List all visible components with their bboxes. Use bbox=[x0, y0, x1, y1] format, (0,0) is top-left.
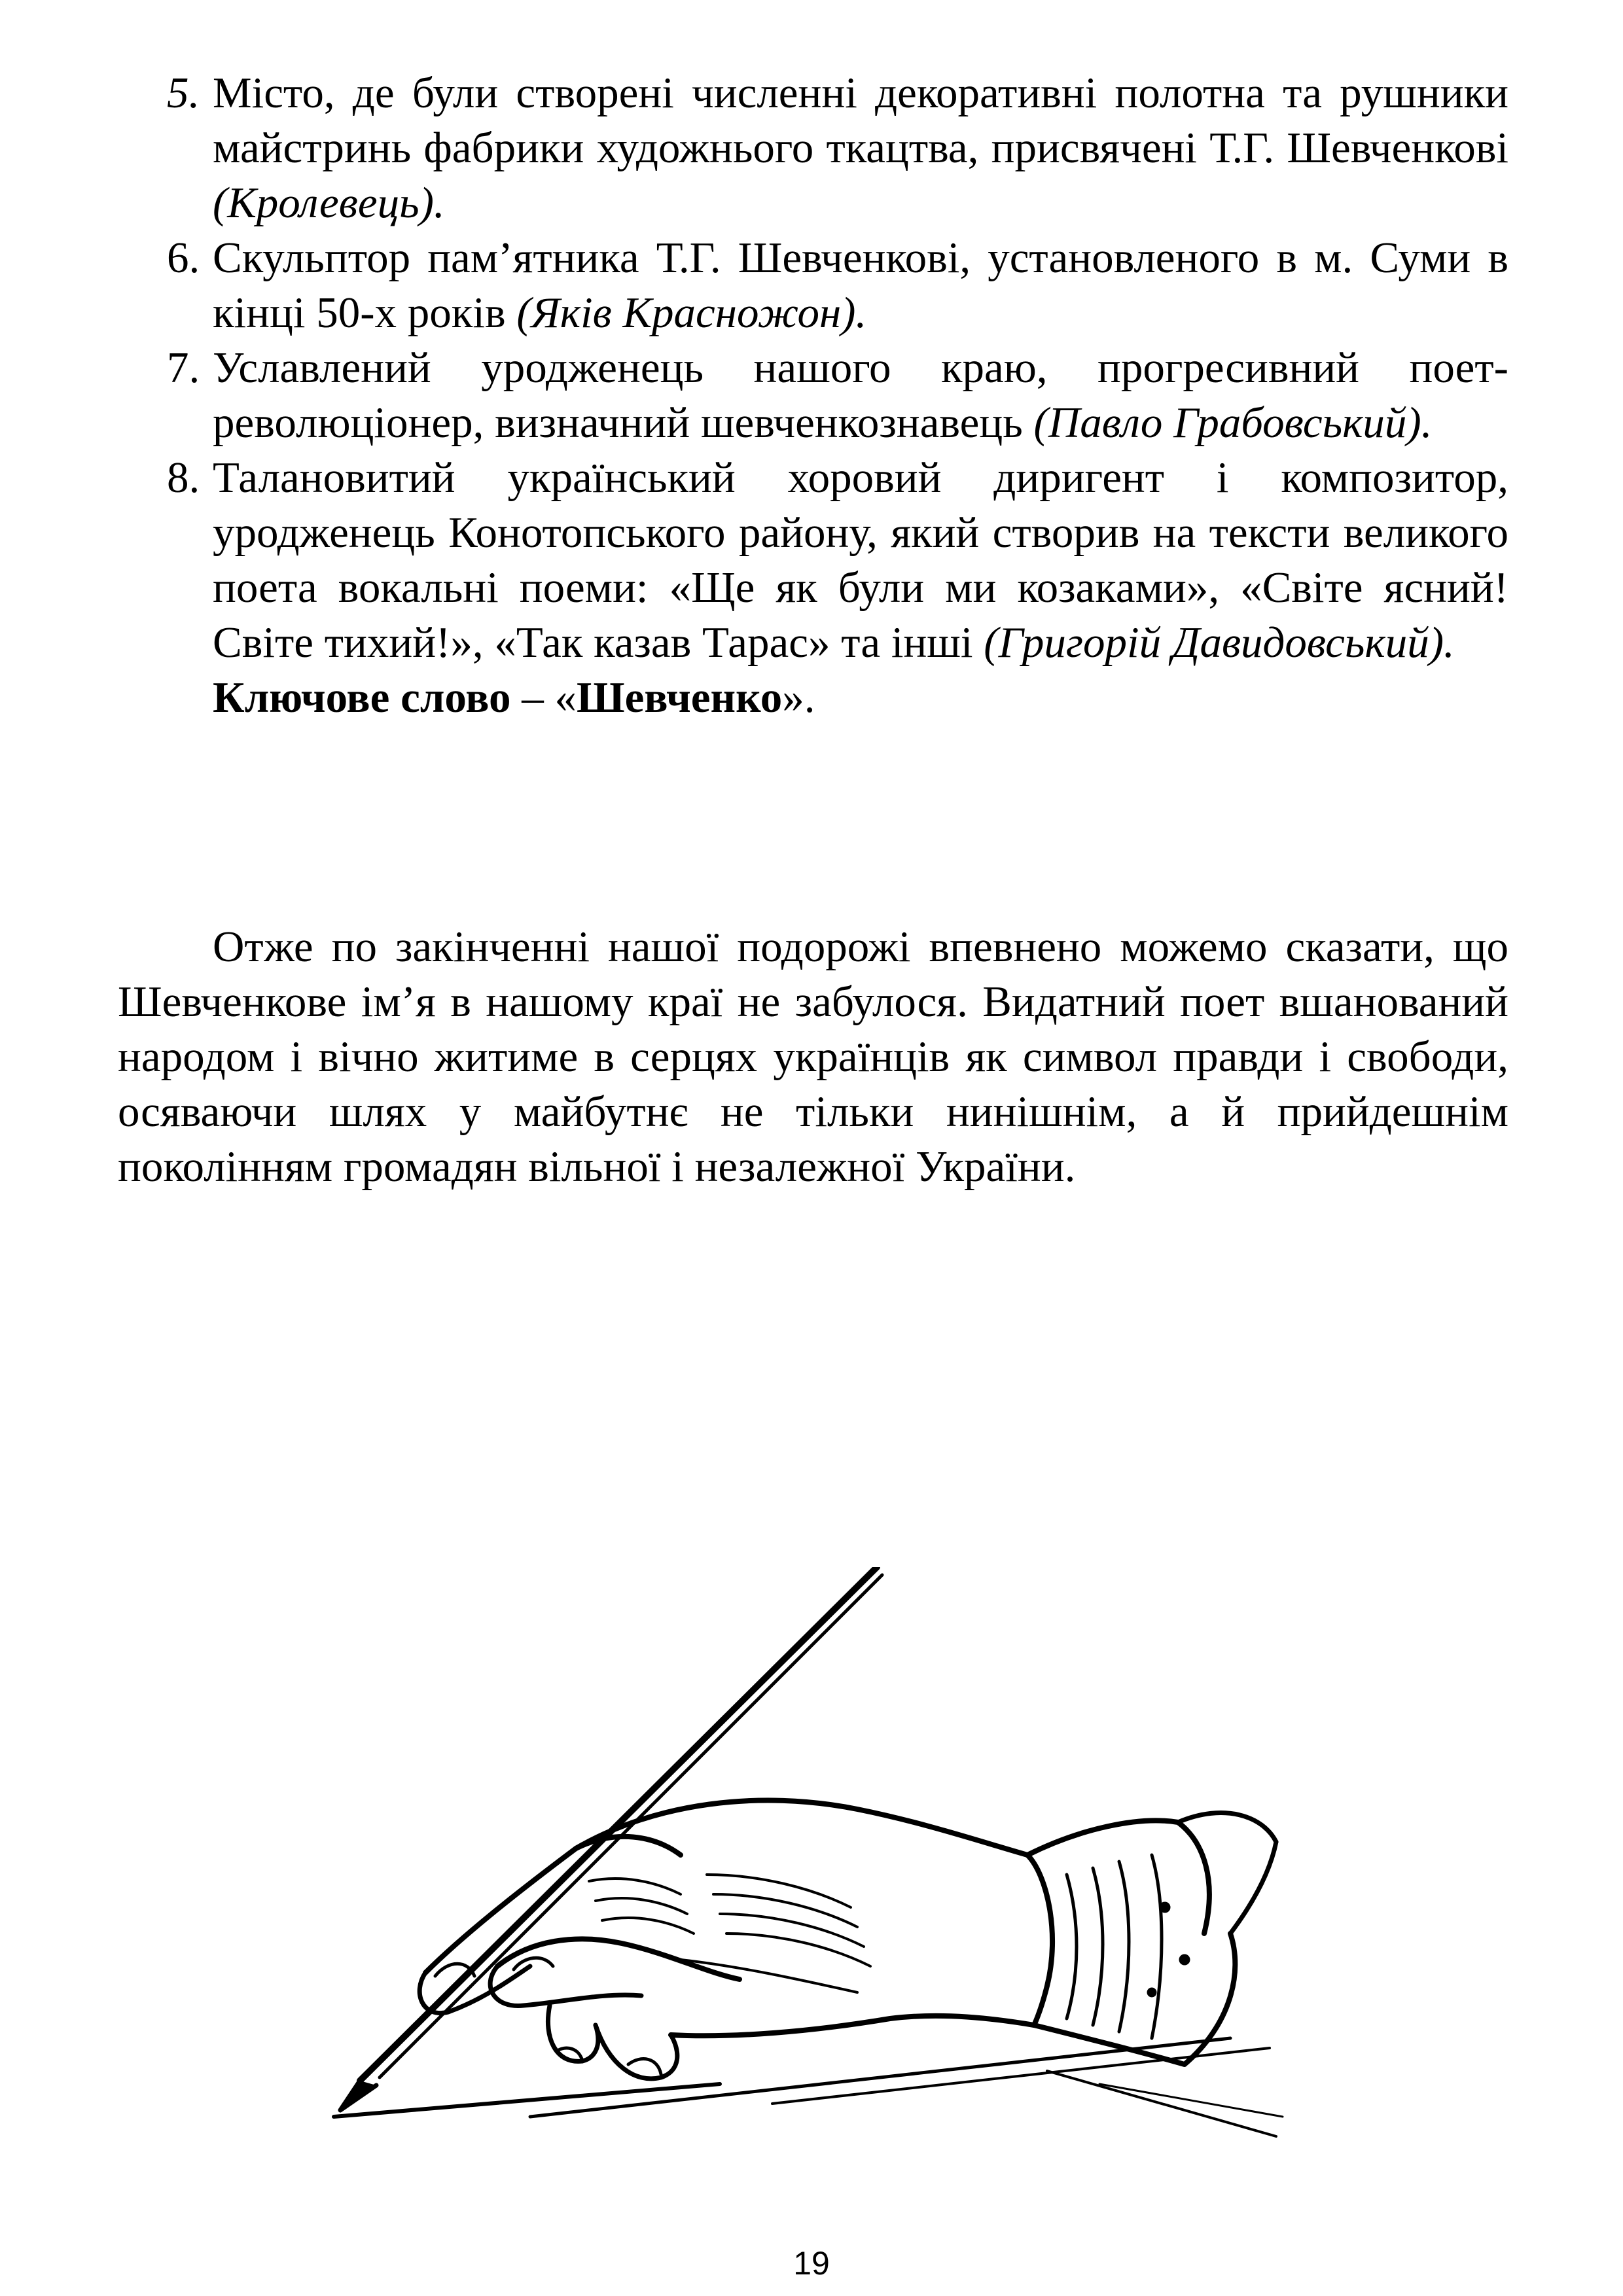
list-item bbox=[167, 230, 1508, 340]
item-number: 6. bbox=[167, 234, 200, 282]
item-text: Уславлений уродженець нашого краю, прогресивний поет-революціонер, визначний шевченкознавець bbox=[213, 344, 1508, 447]
list-item bbox=[167, 450, 1508, 670]
keyword-end: ». bbox=[782, 673, 815, 722]
quiz-answer-list bbox=[167, 65, 1508, 725]
hand-writing-with-quill-icon bbox=[314, 1567, 1296, 2143]
item-number: 8. bbox=[167, 453, 200, 502]
keyword-word: Шевченко bbox=[577, 673, 783, 722]
keyword-label: Ключове слово bbox=[213, 673, 511, 722]
list-item bbox=[167, 340, 1508, 450]
list-item bbox=[167, 65, 1508, 230]
item-text: Талановитий український хоровий диригент і композитор, уродженець Конотопського району, який створив на тексти великого поета вокальні поеми: «Ще як були ми козаками», «Світе ясний! Світе тихий!», «Так казав Тарас» та інші bbox=[213, 453, 1508, 667]
keyword-line bbox=[167, 670, 1508, 725]
item-answer: (Павло Грабовський). bbox=[1033, 398, 1433, 447]
item-answer: (Григорій Давидовський). bbox=[984, 618, 1455, 667]
page-number: 19 bbox=[793, 2245, 830, 2282]
keyword-dash: – « bbox=[510, 673, 577, 722]
item-text: Скульптор пам’ятника Т.Г. Шевченкові, установленого в м. Суми в кінці 50-х років bbox=[213, 234, 1508, 337]
conclusion-paragraph: Отже по закінченні нашої подорожі впевнено можемо сказати, що Шевченкове ім’я в нашому краї не забулося. Видатний поет вшанований народом і вічно житиме в серцях українців як символ правди і свободи, осяваючи шлях у майбутнє не тільки нинішнім, а й прийдешнім поколінням громадян вільної і незалежної України. bbox=[118, 923, 1508, 1191]
item-answer: (Яків Красножон). bbox=[516, 289, 867, 337]
item-number: 7. bbox=[167, 344, 200, 392]
item-text: Місто, де були створені численні декоративні полотна та рушники майстринь фабрики художнього ткацтва, присвячені Т.Г. Шевченкові bbox=[213, 69, 1508, 172]
item-number: 5. bbox=[167, 69, 200, 117]
item-answer: (Кролевець). bbox=[213, 179, 445, 227]
